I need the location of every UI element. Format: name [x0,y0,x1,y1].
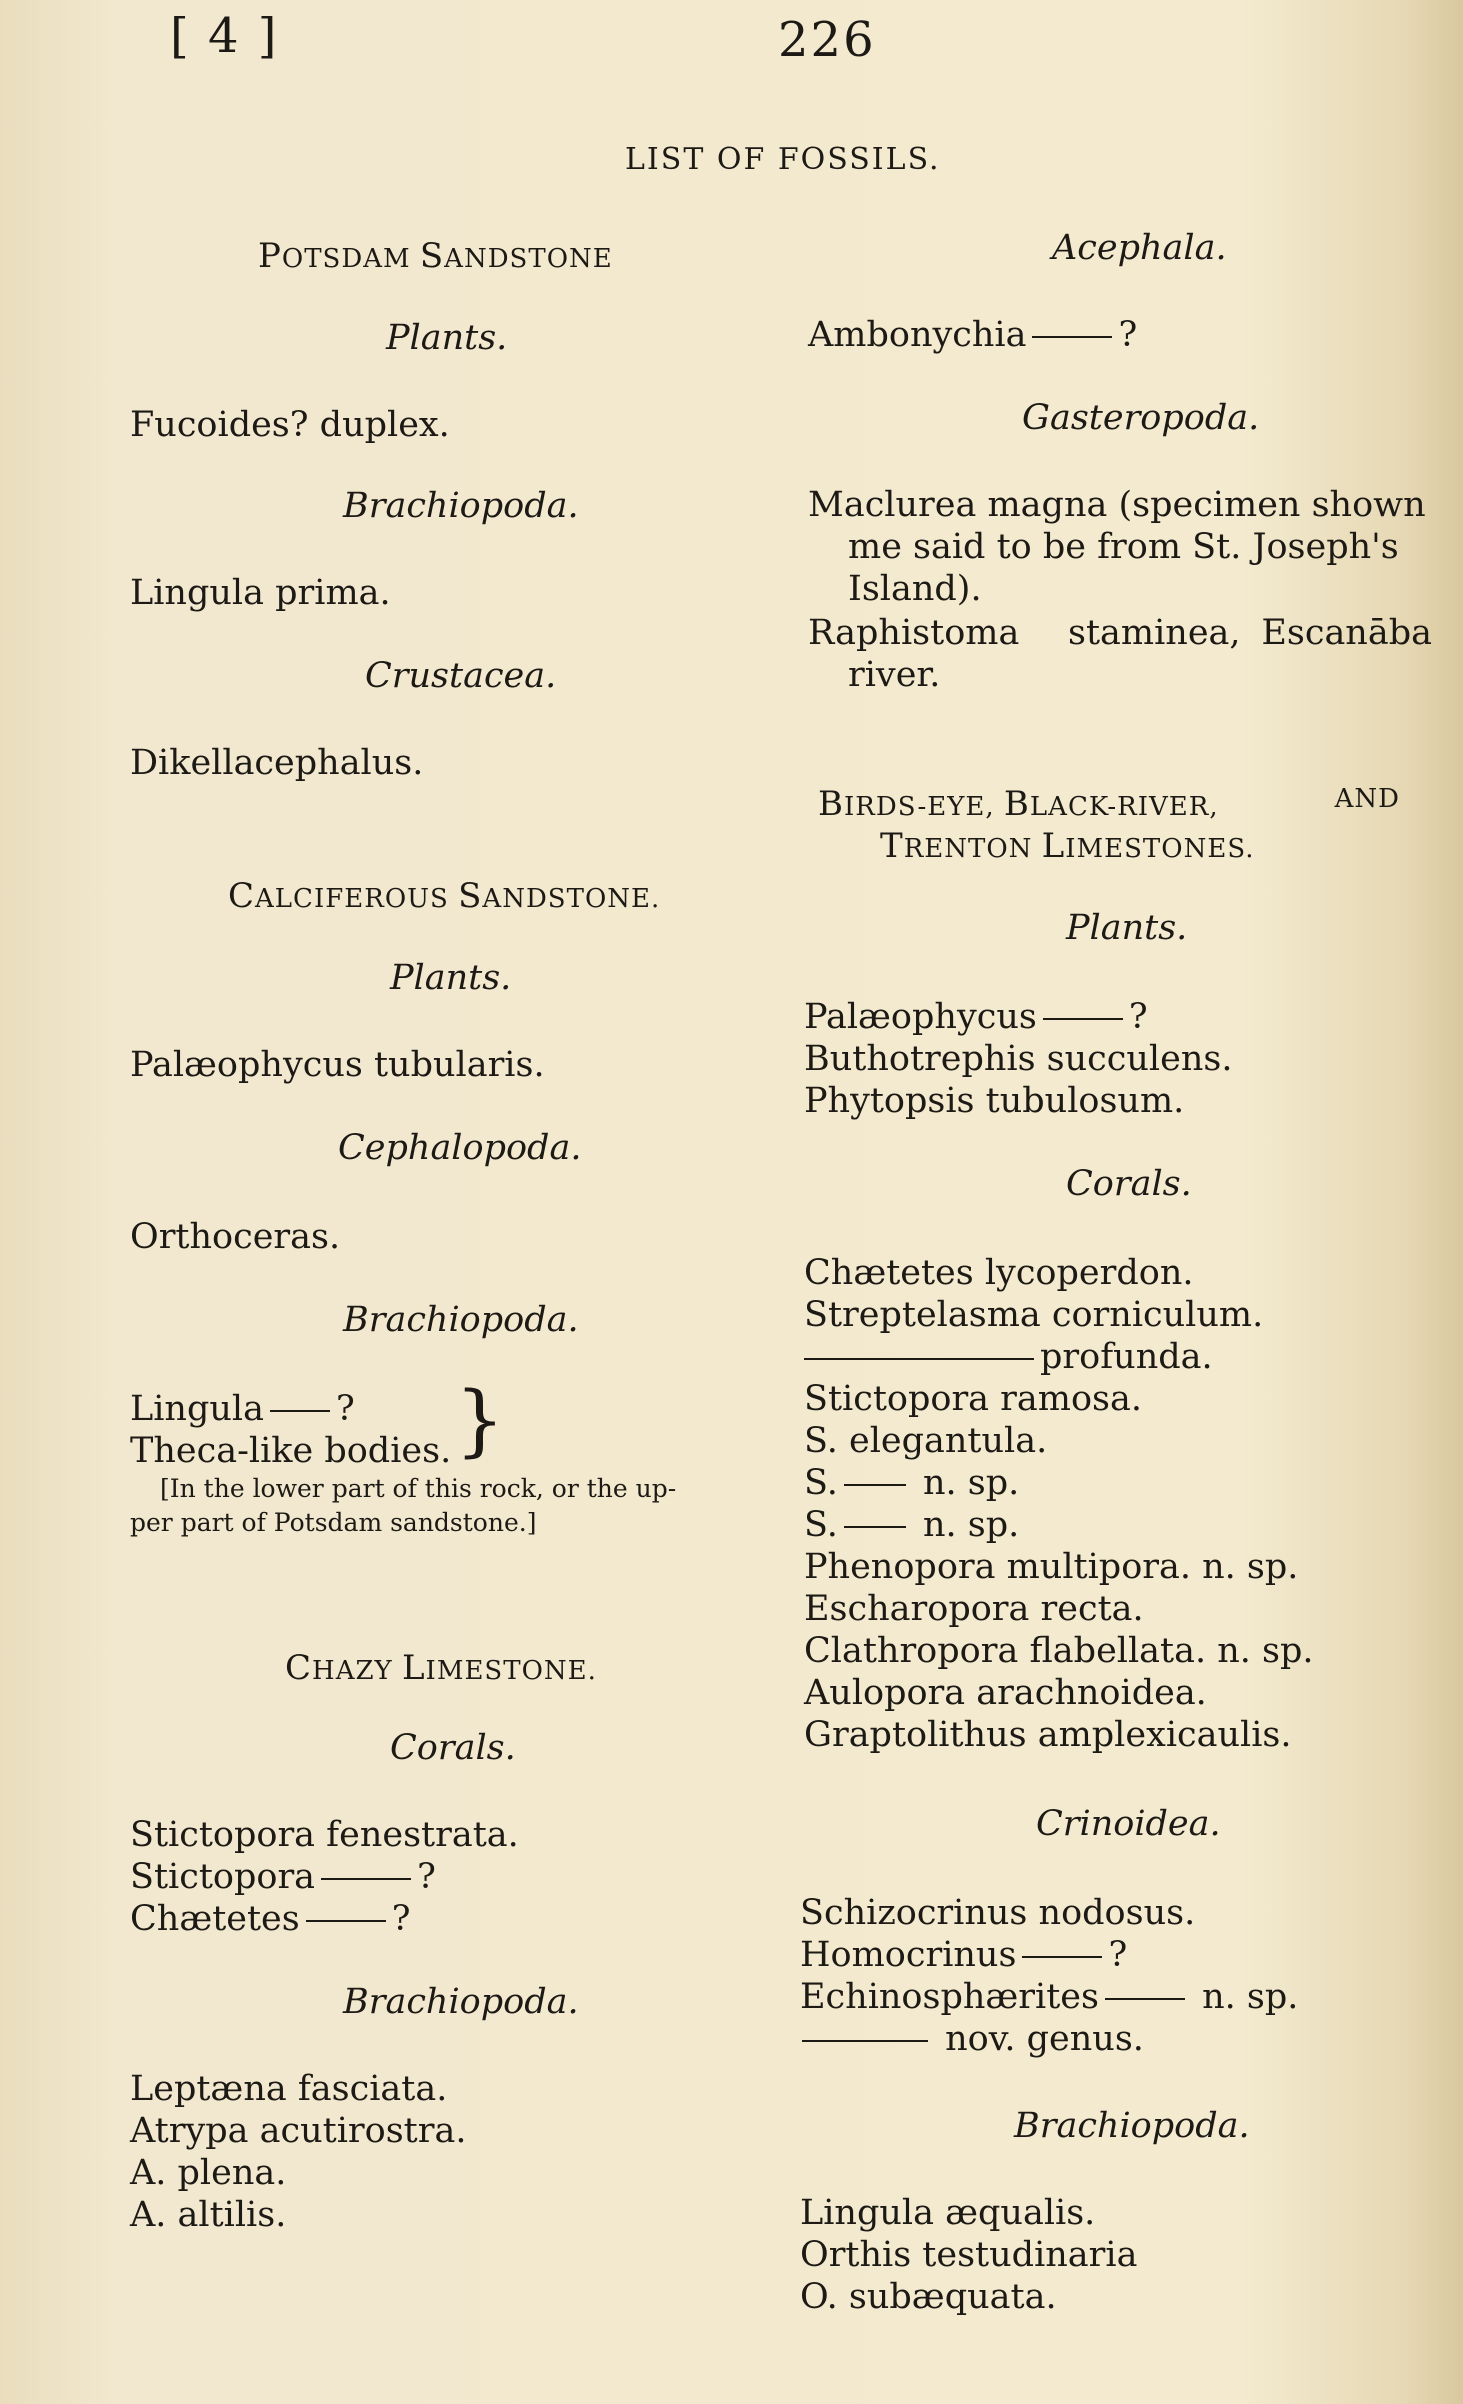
subheading-brachiopoda: Brachiopoda. [1014,2106,1250,2146]
heading-chazy-limestone: CHAZY LIMESTONE. [285,1648,597,1688]
subheading-crinoidea: Crinoidea. [1036,1804,1221,1844]
subheading-plants: Plants. [1066,908,1188,948]
subheading-acephala: Acephala. [1052,228,1227,268]
footnote: per part of Potsdam sandstone.] [130,1508,537,1537]
fossil-entry: Homocrinus ? [800,1935,1128,1975]
fossil-entry: Maclurea magna (specimen shown [808,485,1426,525]
heading-trenton-limestones: TRENTON LIMESTONES. [880,826,1255,866]
subheading-corals: Corals. [1066,1164,1192,1204]
fossil-entry: Orthis testudinaria [800,2235,1138,2275]
footnote: [In the lower part of this rock, or the up- [160,1474,677,1503]
subheading-plants: Plants. [386,318,508,358]
fossil-entry: Atrypa acutirostra. [130,2111,467,2151]
fossil-entry: Lingula æqualis. [800,2193,1096,2233]
fossil-entry: nov. genus. [800,2018,1144,2060]
fossil-entry: Stictopora fenestrata. [130,1815,519,1855]
fossil-entry: Palæophycus tubularis. [130,1045,545,1085]
fossil-entry: Schizocrinus nodosus. [800,1893,1196,1933]
subheading-plants: Plants. [390,958,512,998]
fossil-entry: Clathropora flabellata. n. sp. [804,1631,1314,1671]
fossil-entry: Theca-like bodies. [130,1431,452,1471]
subheading-corals: Corals. [390,1728,516,1768]
fossil-entry: Raphistoma staminea, Escanāba [808,613,1432,653]
fossil-entry: S. n. sp. [804,1505,1020,1545]
grouping-brace: } [455,1376,505,1466]
fossil-entry: A. plena. [130,2153,287,2193]
fossil-entry: Ambonychia ? [808,315,1138,355]
fossil-entry: S. n. sp. [804,1463,1020,1503]
subheading-brachiopoda: Brachiopoda. [343,486,579,526]
fossil-entry: Chætetes ? [130,1899,411,1939]
fossil-entry: A. altilis. [130,2195,287,2235]
fossil-entry: Fucoides? duplex. [130,405,450,445]
fossil-entry: Phytopsis tubulosum. [804,1081,1185,1121]
subheading-gasteropoda: Gasteropoda. [1022,398,1260,438]
fossil-entry: Escharopora recta. [804,1589,1144,1629]
fossil-entry: Phenopora multipora. n. sp. [804,1547,1299,1587]
fossil-entry: Island). [848,569,982,609]
fossil-entry: Leptæna fasciata. [130,2069,448,2109]
fossil-entry: Orthoceras. [130,1217,341,1257]
fossil-entry: Stictopora ? [130,1857,436,1897]
subheading-crustacea: Crustacea. [365,656,557,696]
subheading-brachiopoda: Brachiopoda. [343,1982,579,2022]
page-title: LIST OF FOSSILS. [625,142,941,177]
fossil-entry: me said to be from St. Joseph's [848,527,1399,567]
fossil-entry: Chætetes lycoperdon. [804,1253,1194,1293]
fossil-entry: Streptelasma corniculum. [804,1295,1264,1335]
fossil-entry: Stictopora ramosa. [804,1379,1142,1419]
fossil-entry: Palæophycus ? [804,997,1148,1037]
fossil-entry: profunda. [804,1336,1213,1378]
subheading-brachiopoda: Brachiopoda. [343,1300,579,1340]
subheading-cephalopoda: Cephalopoda. [338,1128,582,1168]
section-mark: [ 4 ] [170,8,279,64]
heading-calciferous-sandstone: CALCIFEROUS SANDSTONE. [228,876,661,916]
heading-potsdam-sandstone: POTSDAM SANDSTONE [258,236,613,276]
fossil-entry: Graptolithus amplexicaulis. [804,1715,1292,1755]
fossil-entry: Dikellacephalus. [130,743,424,783]
fossil-entry: Lingula prima. [130,573,391,613]
fossil-entry: O. subæquata. [800,2277,1057,2317]
fossil-entry: Echinosphærites n. sp. [800,1977,1299,2017]
fossil-entry: Lingula ? [130,1389,355,1429]
fossil-entry: Buthotrephis succulens. [804,1039,1233,1079]
heading-birdseye-blackriver: BIRDS-EYE, BLACK-RIVER, AND [818,784,1400,824]
fossil-entry: river. [848,655,941,695]
page-number: 226 [778,12,876,68]
fossil-entry: Aulopora arachnoidea. [804,1673,1207,1713]
fossil-entry: S. elegantula. [804,1421,1048,1461]
